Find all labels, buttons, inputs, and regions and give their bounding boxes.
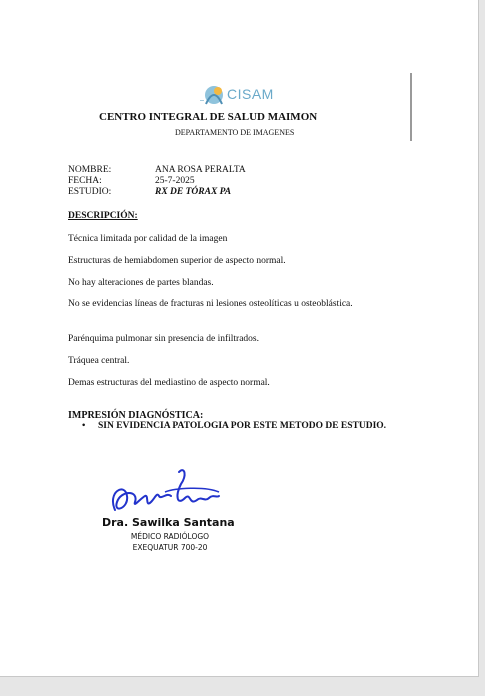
description-paragraph: Parénquima pulmonar sin presencia de infiltrados.: [68, 334, 260, 344]
margin-line: [410, 73, 412, 141]
description-paragraph: Tráquea central.: [68, 356, 130, 366]
field-value: RX DE TÓRAX PA: [155, 187, 232, 197]
description-paragraph: Técnica limitada por calidad de la imagen: [68, 234, 228, 244]
department-label: DEPARTAMENTO DE IMAGENES: [175, 128, 295, 137]
patient-name-row: [68, 165, 246, 175]
signer-name: Dra. Sawilka Santana: [102, 516, 235, 529]
signature-icon: [105, 462, 225, 522]
description-heading: DESCRIPCIÓN:: [68, 211, 138, 221]
bullet-icon: •: [82, 421, 86, 431]
logo-text: CISAM: [227, 86, 274, 102]
description-paragraph: Estructuras de hemiabdomen superior de aspecto normal.: [68, 256, 286, 266]
description-paragraph: No se evidencias líneas de fracturas ni lesiones osteolíticas u osteoblástica.: [68, 299, 353, 309]
page-title: CENTRO INTEGRAL DE SALUD MAIMON: [99, 111, 318, 123]
description-paragraph: Demas estructuras del mediastino de aspecto normal.: [68, 378, 270, 388]
description-paragraph: No hay alteraciones de partes blandas.: [68, 278, 214, 288]
signer-title: MÉDICO RADIÓLOGO: [130, 532, 210, 541]
impression-item: [82, 421, 386, 431]
field-label: NOMBRE:: [68, 165, 112, 175]
impression-heading: IMPRESIÓN DIAGNÓSTICA:: [68, 410, 204, 421]
field-value: 25-7-2025: [155, 176, 195, 186]
field-value: ANA ROSA PERALTA: [155, 165, 246, 175]
signer-license: EXEQUATUR 700-20: [132, 543, 208, 552]
date-row: [68, 176, 195, 186]
impression-text: SIN EVIDENCIA PATOLOGIA POR ESTE METODO DE ESTUDIO.: [98, 421, 387, 431]
field-label: FECHA:: [68, 176, 102, 186]
study-row: [68, 187, 231, 197]
field-label: ESTUDIO:: [68, 187, 112, 197]
